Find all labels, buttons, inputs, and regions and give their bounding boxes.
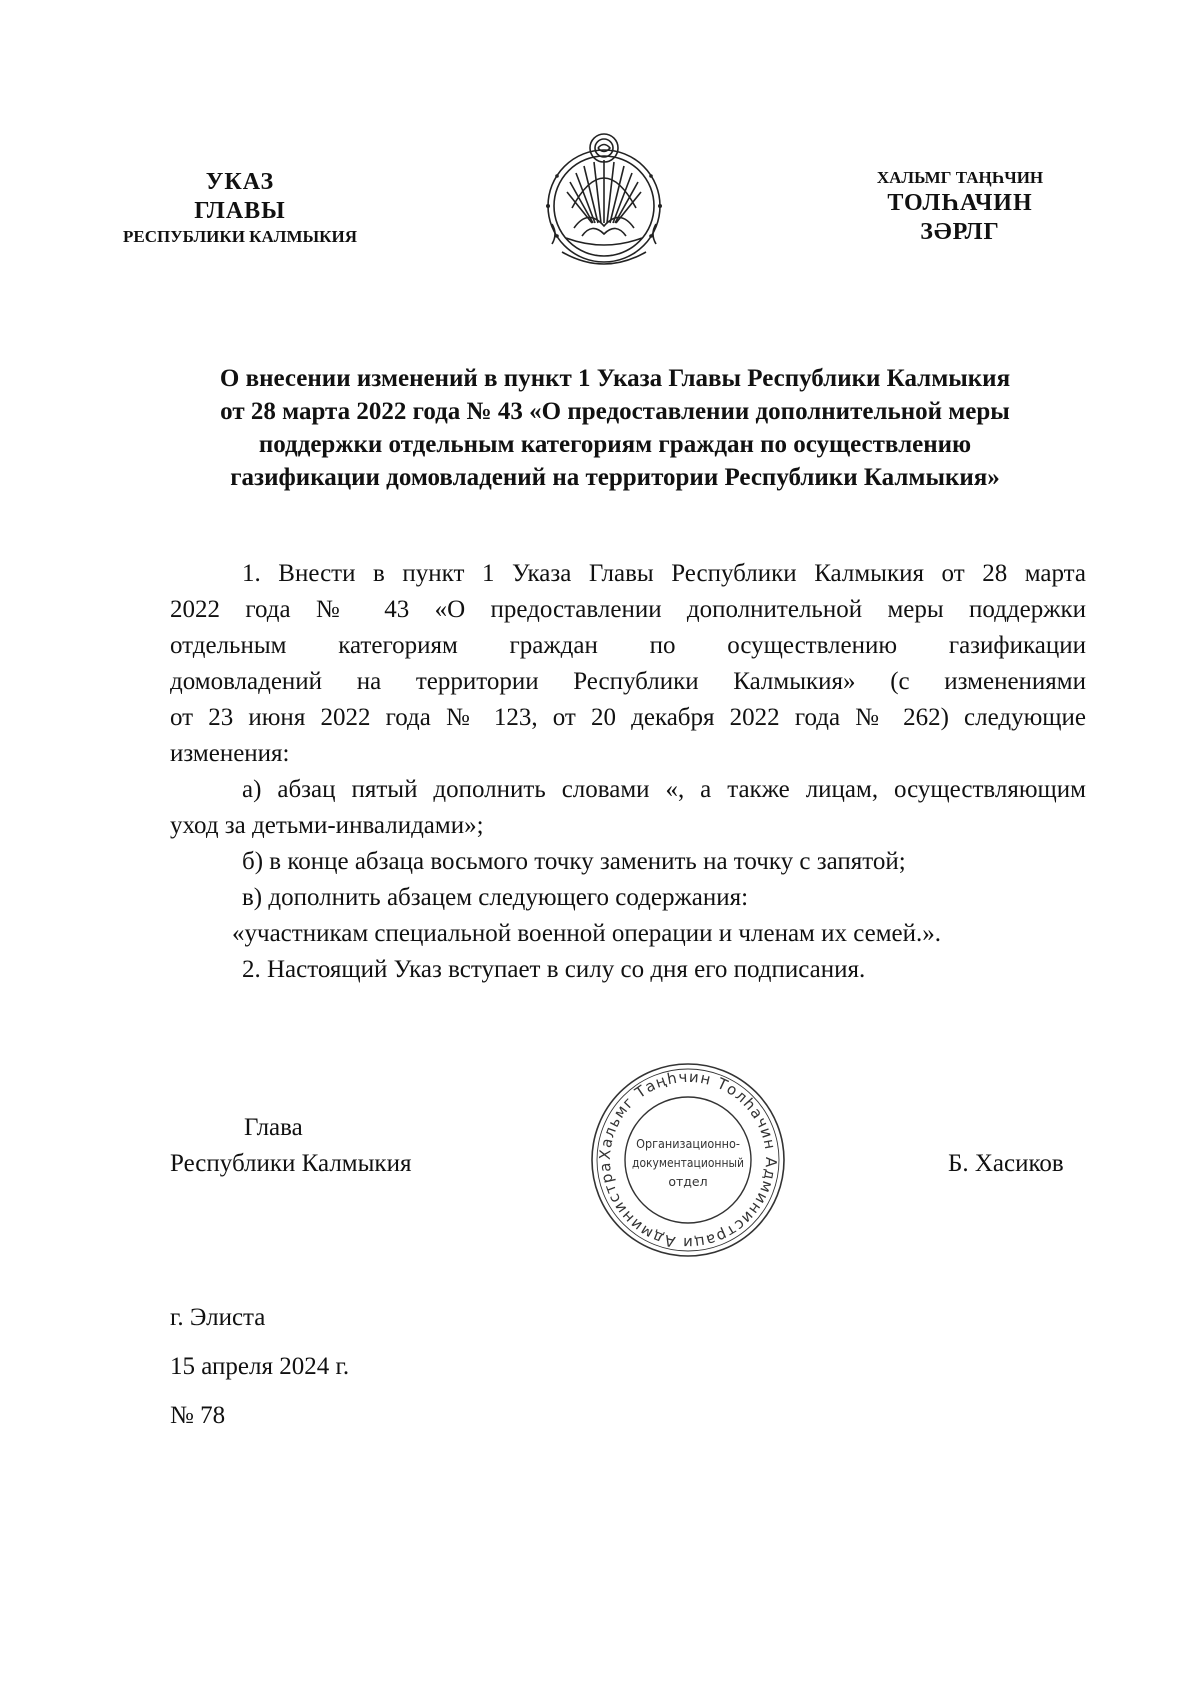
signatory-title-line2: Республики Калмыкия — [170, 1150, 412, 1177]
decree-title — [150, 362, 1080, 494]
decree-body — [170, 556, 1086, 988]
official-stamp — [588, 1060, 788, 1260]
subparagraph-a-line: уход за детьми-инвалидами»; — [170, 812, 484, 839]
header-right-line2: ТОЛҺАЧИН — [887, 189, 1033, 216]
signatory-title-line1: Глава — [244, 1114, 303, 1141]
header-right-line1: ХАЛЬМГ ТАҢҺЧИН — [876, 168, 1044, 187]
paragraph-1-line: домовладений на территории Республики Калмыкия» (с изменениями — [170, 668, 1086, 695]
stamp-inner-line3: отдел — [668, 1174, 708, 1189]
paragraph-2: 2. Настоящий Указ вступает в силу со дня его подписания. — [242, 956, 866, 983]
subparagraph-a-line: а) абзац пятый дополнить словами «, а также лицам, осуществляющим — [242, 776, 1086, 803]
paragraph-1-line: изменения: — [170, 740, 290, 767]
paragraph-1-line: от 23 июня 2022 года № 123, от 20 декабря 2022 года № 262) следующие — [170, 704, 1086, 731]
title-line: О внесении изменений в пункт 1 Указа Главы Республики Калмыкия — [219, 365, 1011, 392]
signatory-title — [170, 1110, 411, 1182]
header-left-line2: ГЛАВЫ — [194, 198, 286, 225]
title-line: газификации домовладений на территории Республики Калмыкия» — [230, 464, 1000, 491]
coat-of-arms-icon — [532, 128, 676, 276]
document-footer — [170, 1300, 349, 1447]
title-line: от 28 марта 2022 года № 43 «О предоставлении дополнительной меры — [220, 398, 1010, 425]
header-left-line3: РЕСПУБЛИКИ КАЛМЫКИЯ — [122, 226, 358, 246]
header-right-line3: ЗӘРЛГ — [920, 219, 1000, 245]
title-line: поддержки отдельным категориям граждан по осуществлению — [258, 431, 972, 458]
header-right — [840, 168, 1080, 247]
decree-number: № 78 — [170, 1402, 226, 1429]
header-left — [90, 168, 390, 247]
stamp-inner-line1: Организационно- — [636, 1136, 740, 1151]
stamp-inner-line2: документационный — [632, 1155, 744, 1170]
header-left-line1: УКАЗ — [205, 169, 275, 195]
subparagraph-b: б) в конце абзаца восьмого точку заменить на точку с запятой; — [242, 848, 906, 875]
signatory-name: Б. Хасиков — [948, 1150, 1064, 1177]
quoted-addition: «участникам специальной военной операции и членам их семей.». — [232, 920, 942, 947]
subparagraph-v: в) дополнить абзацем следующего содержания: — [242, 884, 749, 911]
place-of-signing: г. Элиста — [170, 1304, 266, 1331]
paragraph-1-line: 2022 года № 43 «О предоставлении дополнительной меры поддержки — [170, 596, 1086, 623]
date-of-signing: 15 апреля 2024 г. — [170, 1353, 350, 1380]
paragraph-1-line: отдельным категориям граждан по осуществлению газификации — [170, 632, 1086, 659]
stamp-outer-text: Хальмг Таңһчин Толһачин Администраци Администра — [595, 1067, 781, 1253]
paragraph-1-line: 1. Внести в пункт 1 Указа Главы Республики Калмыкия от 28 марта — [242, 560, 1086, 587]
